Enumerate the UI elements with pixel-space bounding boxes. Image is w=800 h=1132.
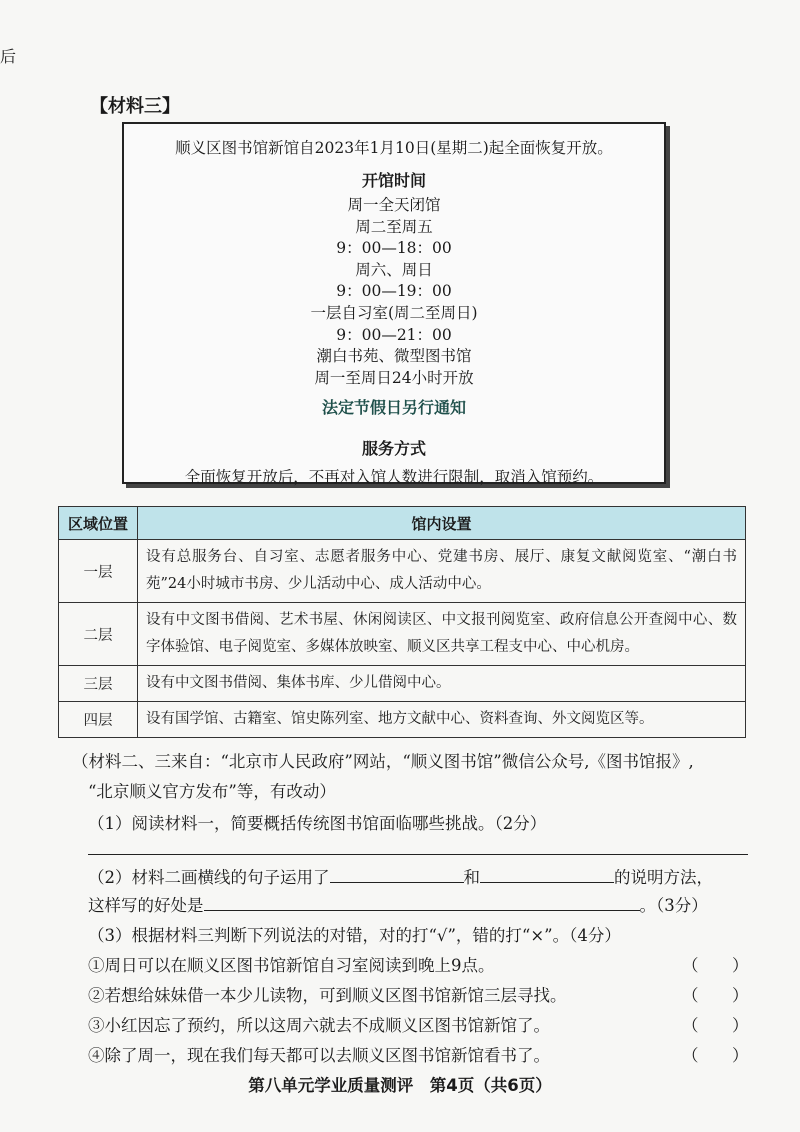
source-note-line-1: （材料二、三来自：“北京市人民政府”网站，“顺义图书馆”微信公众号,《图书馆报》, (72, 752, 694, 771)
question-2-score: 。（3分） (639, 896, 708, 915)
hours-line: 一层自习室(周二至周日) (310, 303, 478, 322)
answer-paren-open[interactable]: （ (682, 1046, 699, 1065)
hours-line: 9：00—19：00 (336, 282, 452, 301)
service-title: 服务方式 (361, 439, 426, 459)
service-text: 全面恢复开放后，不再对入馆人数进行限制，取消入馆预约。 (184, 468, 604, 487)
answer-line[interactable] (88, 854, 748, 855)
column-header: 馆内设置 (138, 507, 746, 540)
facilities-cell: 设有中文图书借阅、艺术书屋、休闲阅读区、中文报刊阅览室、政府信息公开查阅中心、数字体验馆、电子阅览室、多媒体放映室、顺义区共享工程支中心、中心机房。 (138, 603, 746, 666)
answer-blank[interactable] (204, 892, 640, 911)
floor-cell: 四层 (59, 702, 138, 738)
source-note-line-2: “北京顺义官方发布”等，有改动） (88, 782, 336, 801)
answer-blank[interactable] (330, 864, 464, 883)
page-edge-character: 后 (0, 47, 17, 66)
hours-title: 开馆时间 (361, 171, 426, 190)
question-3: （3）根据材料三判断下列说法的对错，对的打“√”，错的打“×”。（4分） (88, 926, 621, 945)
answer-paren-open[interactable]: （ (682, 986, 699, 1005)
hours-line: 周六、周日 (355, 260, 433, 279)
question-2-benefit: 这样写的好处是 (88, 896, 204, 915)
answer-paren-close: ） (732, 956, 749, 975)
question-1: （1）阅读材料一，简要概括传统图书馆面临哪些挑战。（2分） (88, 814, 547, 833)
answer-paren-open[interactable]: （ (682, 956, 699, 975)
facilities-cell: 设有总服务台、自习室、志愿者服务中心、党建书房、展厅、康复文献阅览室、“潮白书苑”24小时城市书房、少儿活动中心、成人活动中心。 (138, 540, 746, 603)
hours-line: 9：00—21：00 (336, 325, 452, 344)
statement-3: ③小红因忘了预约，所以这周六就去不成顺义区图书馆新馆了。 (88, 1016, 550, 1035)
table-row (59, 702, 746, 738)
statement-1: ①周日可以在顺义区图书馆新馆自习室阅读到晚上9点。 (88, 956, 495, 975)
table-header-row (59, 507, 746, 540)
statement-4: ④除了周一，现在我们每天都可以去顺义区图书馆新馆看书了。 (88, 1046, 550, 1065)
question-2-text: （2）材料二画横线的句子运用了 (88, 868, 330, 887)
answer-paren-close: ） (732, 986, 749, 1005)
question-2-line-2 (88, 892, 708, 916)
answer-blank[interactable] (480, 864, 614, 883)
answer-paren-close: ） (732, 1046, 749, 1065)
hours-line: 周一全天闭馆 (347, 196, 441, 214)
hours-line: 周二至周五 (355, 217, 433, 236)
hours-line: 周一至周日24小时开放 (314, 368, 474, 387)
table-row (59, 603, 746, 666)
question-2-line-1 (88, 864, 713, 888)
table-row (59, 666, 746, 702)
facilities-cell: 设有国学馆、古籍室、馆史陈列室、地方文献中心、资料查询、外文阅览区等。 (138, 702, 746, 738)
statement-2: ②若想给妹妹借一本少儿读物，可到顺义区图书馆新馆三层寻找。 (88, 986, 567, 1005)
floor-cell: 一层 (59, 540, 138, 603)
page-footer: 第八单元学业质量测评 第4页（共6页） (248, 1076, 552, 1095)
holiday-note: 法定节假日另行通知 (321, 398, 466, 418)
hours-line: 潮白书苑、微型图书馆 (316, 347, 472, 366)
facilities-cell: 设有中文图书借阅、集体书库、少儿借阅中心。 (138, 666, 746, 702)
question-2-and: 和 (463, 868, 480, 887)
library-notice-box (122, 122, 666, 487)
answer-paren-open[interactable]: （ (682, 1016, 699, 1035)
hours-line: 9：00—18：00 (336, 239, 452, 258)
floor-facilities-table (58, 506, 746, 738)
hours-list (124, 195, 664, 389)
material-three-title: 【材料三】 (90, 96, 180, 117)
notice-intro: 顺义区图书馆新馆自2023年1月10日(星期二)起全面恢复开放。 (175, 139, 613, 157)
floor-cell: 二层 (59, 603, 138, 666)
floor-cell: 三层 (59, 666, 138, 702)
column-header: 区域位置 (59, 507, 138, 540)
table-row (59, 540, 746, 603)
question-2-text-end: 的说明方法， (614, 868, 713, 887)
answer-paren-close: ） (732, 1016, 749, 1035)
